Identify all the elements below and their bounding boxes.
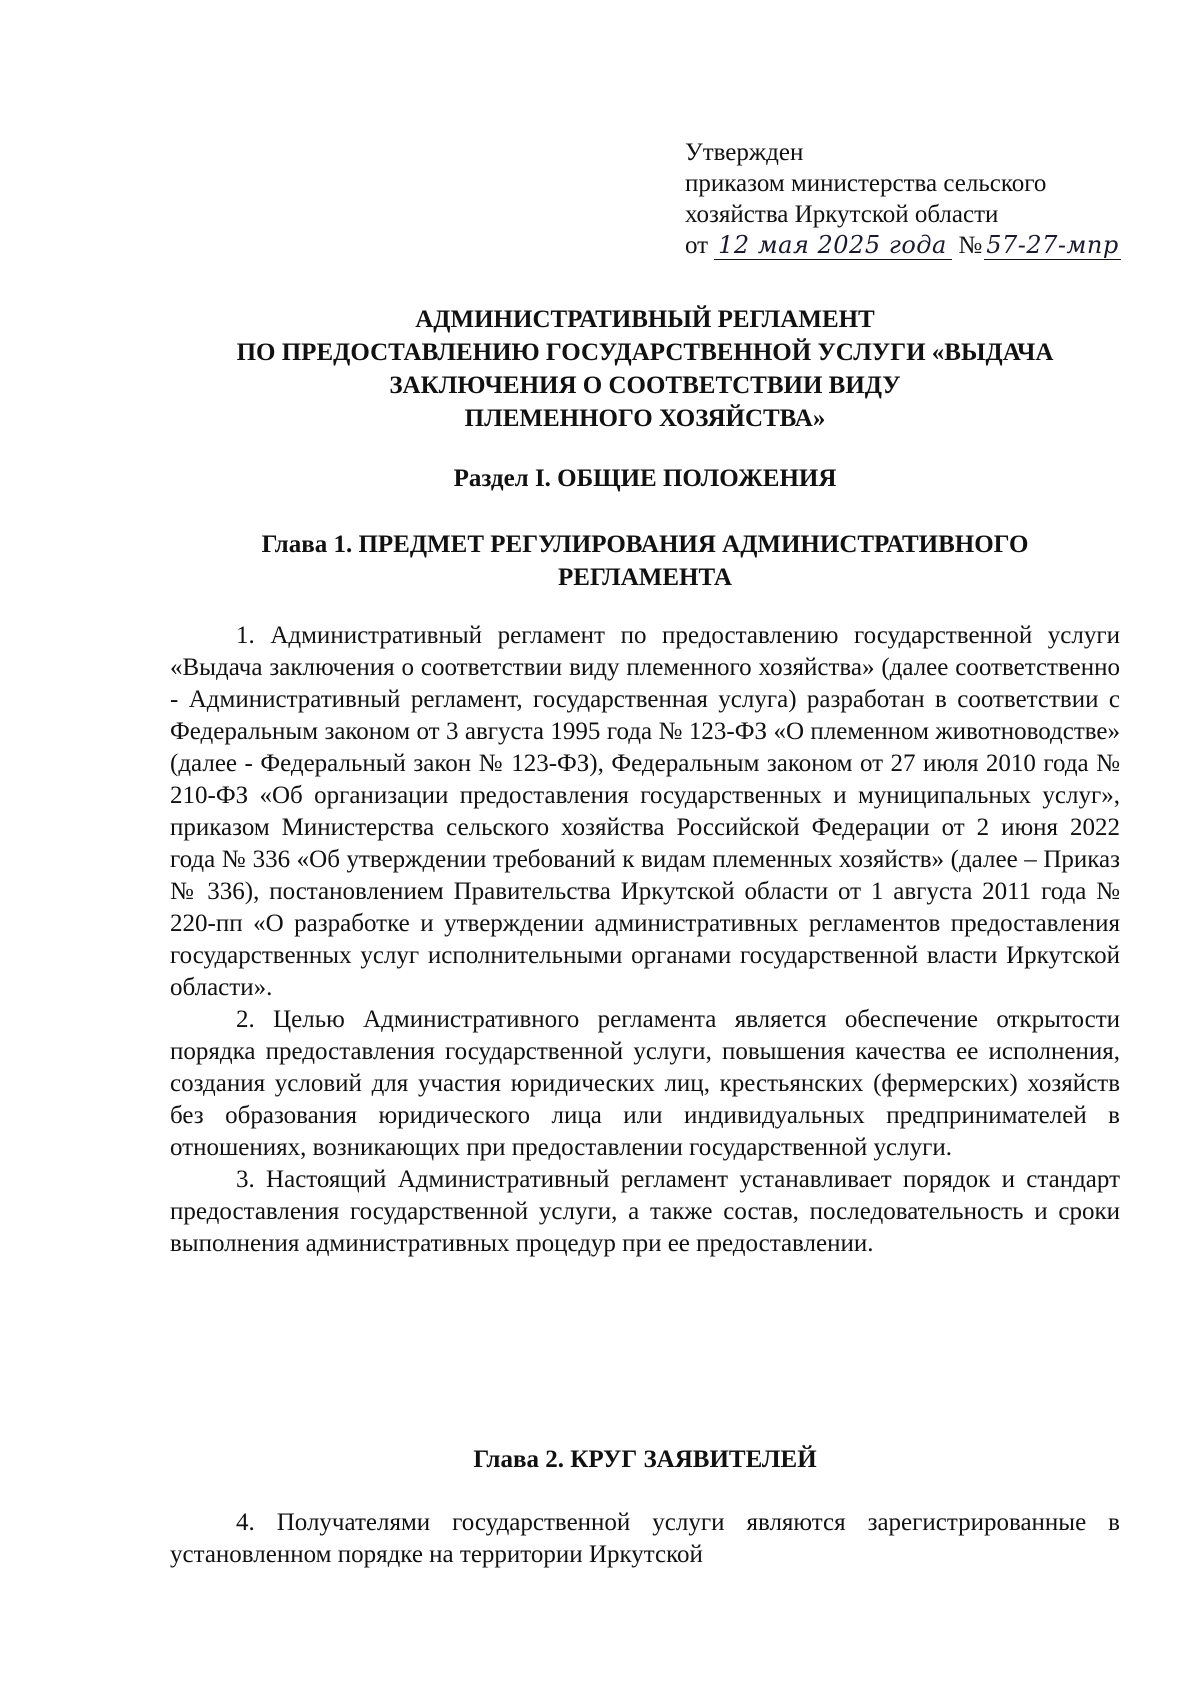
document-title-line-4: ПЛЕМЕННОГО ХОЗЯЙСТВА»	[464, 405, 826, 432]
document-title-line-1: АДМИНИСТРАТИВНЫЙ РЕГЛАМЕНТ	[415, 306, 875, 333]
chapter-1-body	[170, 620, 1120, 1260]
paragraph-1: 1. Административный регламент по предоставлению государственной услуги «Выдача заключения о соответствии виду племенного хозяйства» (далее соответственно - Административный регламент, государственная услуга) разработан в соответствии с Федеральным законом от 3 августа 1995 года № 123-ФЗ «О племенном животноводстве» (далее - Федеральный закон № 123-ФЗ), Федеральным законом от 27 июля 2010 года № 210-ФЗ «Об организации предоставления государственных и муниципальных услуг», приказом Министерства сельского хозяйства Российской Федерации от 2 июня 2022 года № 336 «Об утверждении требований к видам племенных хозяйств» (далее – Приказ № 336), постановлением Правительства Иркутской области от 1 августа 2011 года № 220-пп «О разработке и утверждении административных регламентов предоставления государственных услуг исполнительными органами государственной власти Иркутской области».	[170, 622, 1120, 1001]
document-title-line-2: ПО ПРЕДОСТАВЛЕНИЮ ГОСУДАРСТВЕННОЙ УСЛУГИ «ВЫДАЧА	[236, 339, 1054, 366]
approval-line-2: приказом министерства сельского	[685, 170, 1047, 197]
paragraph-3: 3. Настоящий Административный регламент устанавливает порядок и стандарт предоставления государственной услуги, а также состав, последовательность и сроки выполнения административных процедур при ее предоставлении.	[170, 1166, 1120, 1257]
paragraph-2: 2. Целью Административного регламента является обеспечение открытости порядка предоставления государственной услуги, повышения качества ее исполнения, создания условий для участия юридических лиц, крестьянских (фермерских) хозяйств без образования юридического лица или индивидуальных предпринимателей в отношениях, возникающих при предоставлении государственной услуги.	[170, 1006, 1120, 1161]
section-heading: Раздел I. ОБЩИЕ ПОЛОЖЕНИЯ	[453, 465, 837, 492]
approval-line-4	[685, 230, 1121, 261]
approval-from-label: от	[685, 232, 709, 259]
approval-line-3: хозяйства Иркутской области	[685, 201, 999, 228]
approval-number-label: №	[958, 232, 983, 259]
document-title-line-3: ЗАКЛЮЧЕНИЯ О СООТВЕТСТВИИ ВИДУ	[389, 372, 901, 399]
chapter-1-heading-line-1: Глава 1. ПРЕДМЕТ РЕГУЛИРОВАНИЯ АДМИНИСТРАТИВНОГО	[261, 531, 1029, 558]
approval-number-handwritten: 57-27-мпр	[986, 231, 1119, 259]
chapter-1-heading-line-2: РЕГЛАМЕНТА	[558, 564, 732, 591]
approval-line-1: Утвержден	[685, 139, 804, 166]
document-title	[170, 303, 1120, 435]
approval-date-handwritten: 12 мая 2025 года	[714, 231, 952, 260]
chapter-1-heading	[170, 528, 1120, 594]
chapter-2-heading: Глава 2. КРУГ ЗАЯВИТЕЛЕЙ	[473, 1446, 817, 1473]
approval-stamp	[685, 137, 1121, 261]
paragraph-4: 4. Получателями государственной услуги являются зарегистрированные в установленном порядке на территории Иркутской	[170, 1509, 1120, 1568]
chapter-2-body	[170, 1507, 1120, 1571]
